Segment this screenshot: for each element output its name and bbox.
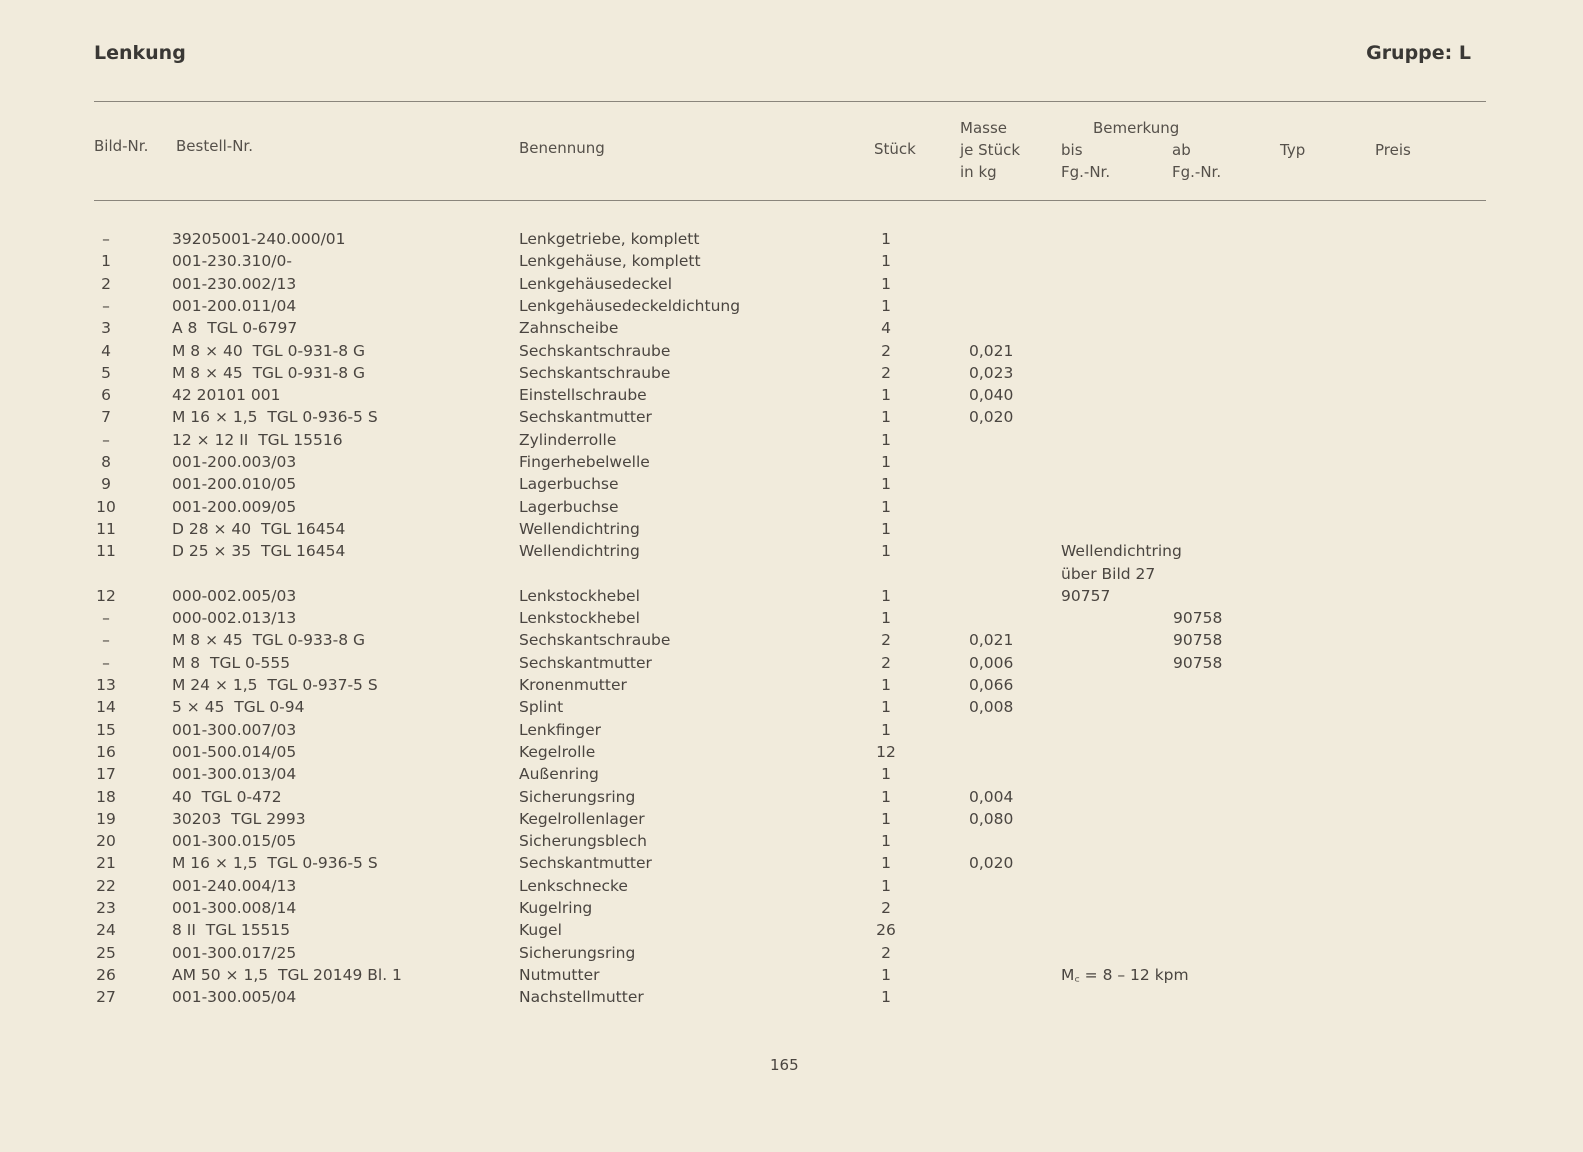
row-masse: 0,008 <box>969 698 1014 717</box>
page-title: Lenkung <box>94 42 186 64</box>
table-row <box>0 250 1583 272</box>
row-bild-nr: – <box>102 230 110 248</box>
row-benennung: Kugelring <box>519 899 593 917</box>
row-bestell-nr: M 8 × 45 TGL 0-931-8 G <box>172 363 366 382</box>
row-bild-nr: 5 <box>101 363 111 382</box>
table-row <box>0 964 1583 986</box>
row-stueck: 1 <box>881 988 891 1007</box>
row-masse: 0,080 <box>969 809 1014 828</box>
row-benennung: Lenkstockhebel <box>519 586 640 605</box>
row-bild-nr: 17 <box>96 765 116 784</box>
row-benennung: Splint <box>519 698 564 717</box>
row-stueck: 1 <box>881 609 891 628</box>
row-masse: 0,021 <box>969 631 1014 650</box>
col-bemerkung-header: Bemerkung <box>1093 119 1180 137</box>
row-stueck: 1 <box>881 832 891 851</box>
row-masse: 0,020 <box>969 408 1014 427</box>
row-benennung: Lenkgehäusedeckel <box>519 274 672 293</box>
row-bestell-nr: M 8 × 40 TGL 0-931-8 G <box>172 341 366 360</box>
table-row <box>0 406 1583 428</box>
row-bild-nr: 23 <box>96 899 116 917</box>
row-bild-nr: 3 <box>101 319 111 338</box>
row-stueck: 1 <box>881 453 891 471</box>
row-benennung: Sechskantmutter <box>519 854 652 873</box>
row-bild-nr: 9 <box>101 475 111 494</box>
table-row <box>0 919 1583 941</box>
row-bemerkung-bis: über Bild 27 <box>1061 564 1156 583</box>
table-row <box>0 875 1583 897</box>
table-row <box>0 228 1583 250</box>
table-row <box>0 273 1583 295</box>
row-bestell-nr: 40 TGL 0-472 <box>172 787 282 806</box>
col-masse-header-3: in kg <box>960 163 997 181</box>
row-bemerkung-ab: 90758 <box>1173 631 1223 650</box>
row-masse: 0,066 <box>969 676 1014 694</box>
row-bestell-nr: 001-200.011/04 <box>172 296 297 315</box>
row-masse: 0,040 <box>969 386 1014 405</box>
row-bestell-nr: 12 × 12 II TGL 15516 <box>172 430 343 449</box>
table-row <box>0 942 1583 964</box>
row-stueck: 1 <box>881 698 891 717</box>
row-benennung: Zylinderrolle <box>519 430 617 449</box>
row-bestell-nr: 001-500.014/05 <box>172 742 297 761</box>
row-bild-nr: 22 <box>96 876 116 895</box>
group-label: Gruppe: L <box>1366 42 1471 64</box>
row-stueck: 2 <box>881 631 891 650</box>
row-stueck: 1 <box>881 475 891 494</box>
row-bild-nr: 20 <box>96 832 116 851</box>
row-stueck: 12 <box>876 742 896 761</box>
row-masse: 0,004 <box>969 787 1014 806</box>
row-benennung: Sechskantmutter <box>519 653 652 672</box>
table-row <box>0 451 1583 473</box>
table-row <box>0 518 1583 540</box>
row-benennung: Fingerhebelwelle <box>519 453 650 471</box>
page-number: 165 <box>770 1056 799 1074</box>
col-stueck-header: Stück <box>874 140 916 158</box>
row-stueck: 1 <box>881 519 891 538</box>
table-row <box>0 897 1583 919</box>
row-bestell-nr: 001-200.003/03 <box>172 453 297 471</box>
row-bild-nr: 4 <box>101 341 111 360</box>
row-masse: 0,020 <box>969 854 1014 873</box>
row-benennung: Wellendichtring <box>519 542 640 561</box>
row-benennung: Sechskantmutter <box>519 408 652 427</box>
row-bestell-nr: AM 50 × 1,5 TGL 20149 Bl. 1 <box>172 965 402 984</box>
row-benennung: Sicherungsring <box>519 787 636 806</box>
row-bild-nr: 12 <box>96 586 116 605</box>
table-row <box>0 563 1583 585</box>
row-benennung: Sicherungsring <box>519 943 636 962</box>
table-row <box>0 786 1583 808</box>
row-bestell-nr: M 16 × 1,5 TGL 0-936-5 S <box>172 408 378 427</box>
row-stueck: 1 <box>881 965 891 984</box>
row-bestell-nr: M 16 × 1,5 TGL 0-936-5 S <box>172 854 378 873</box>
row-stueck: 1 <box>881 765 891 784</box>
table-row <box>0 652 1583 674</box>
row-stueck: 26 <box>876 921 896 940</box>
row-masse: 0,021 <box>969 341 1014 360</box>
table-row <box>0 808 1583 830</box>
table-row <box>0 340 1583 362</box>
row-bild-nr: 25 <box>96 943 116 962</box>
row-bild-nr: 11 <box>96 519 116 538</box>
row-bild-nr: 2 <box>101 274 111 293</box>
table-row <box>0 384 1583 406</box>
table-row <box>0 741 1583 763</box>
col-benennung-header: Benennung <box>519 139 605 157</box>
row-masse: 0,023 <box>969 363 1014 382</box>
row-benennung: Außenring <box>519 765 599 784</box>
table-row <box>0 473 1583 495</box>
row-bild-nr: 11 <box>96 542 116 561</box>
row-benennung: Wellendichtring <box>519 519 640 538</box>
row-benennung: Zahnscheibe <box>519 319 619 338</box>
row-bestell-nr: 5 × 45 TGL 0-94 <box>172 698 305 717</box>
row-bild-nr: 16 <box>96 742 116 761</box>
row-bemerkung-bis: 90757 <box>1061 586 1111 605</box>
row-bestell-nr: 001-300.013/04 <box>172 765 297 784</box>
row-bemerkung-bis: Wellendichtring <box>1061 542 1182 561</box>
row-bild-nr: 13 <box>96 676 116 694</box>
row-bemerkung-ab: 90758 <box>1173 653 1223 672</box>
row-stueck: 1 <box>881 386 891 405</box>
col-masse-header-2: je Stück <box>960 141 1021 159</box>
row-bild-nr: – <box>102 609 110 628</box>
row-bestell-nr: 001-300.008/14 <box>172 899 297 917</box>
row-bestell-nr: D 25 × 35 TGL 16454 <box>172 542 346 561</box>
col-bild-header: Bild-Nr. <box>94 137 149 155</box>
col-typ-header: Typ <box>1280 141 1306 159</box>
table-row <box>0 540 1583 562</box>
table-row <box>0 362 1583 384</box>
header-rule-bottom <box>94 200 1486 201</box>
row-benennung: Lagerbuchse <box>519 497 619 516</box>
table-row <box>0 629 1583 651</box>
row-benennung: Kegelrollenlager <box>519 809 645 828</box>
row-stueck: 4 <box>881 319 891 338</box>
row-stueck: 2 <box>881 943 891 962</box>
row-benennung: Sechskantschraube <box>519 631 671 650</box>
table-row <box>0 719 1583 741</box>
table-row <box>0 317 1583 339</box>
header-rule-top <box>94 101 1486 102</box>
row-stueck: 1 <box>881 787 891 806</box>
row-stueck: 1 <box>881 854 891 873</box>
row-benennung: Kronenmutter <box>519 676 627 694</box>
row-stueck: 2 <box>881 363 891 382</box>
row-bemerkung-bis: M꜀ = 8 – 12 kpm <box>1061 965 1189 984</box>
row-stueck: 1 <box>881 230 891 248</box>
row-bild-nr: 8 <box>101 453 111 471</box>
row-bild-nr: – <box>102 653 110 672</box>
row-bild-nr: – <box>102 296 110 315</box>
row-stueck: 1 <box>881 296 891 315</box>
table-row <box>0 852 1583 874</box>
col-bis-nr-header: Fg.-Nr. <box>1061 163 1111 181</box>
row-bild-nr: 14 <box>96 698 116 717</box>
col-bestell-header: Bestell-Nr. <box>176 137 253 155</box>
row-benennung: Lenkschnecke <box>519 876 628 895</box>
row-bild-nr: – <box>102 430 110 449</box>
row-bestell-nr: 001-300.017/25 <box>172 943 297 962</box>
row-bemerkung-ab: 90758 <box>1173 609 1223 628</box>
row-bestell-nr: 001-200.010/05 <box>172 475 297 494</box>
row-stueck: 1 <box>881 408 891 427</box>
row-benennung: Kegelrolle <box>519 742 596 761</box>
row-benennung: Lenkstockhebel <box>519 609 640 628</box>
table-row <box>0 607 1583 629</box>
row-stueck: 1 <box>881 497 891 516</box>
table-row <box>0 429 1583 451</box>
row-bestell-nr: 001-240.004/13 <box>172 876 297 895</box>
row-stueck: 1 <box>881 876 891 895</box>
row-bild-nr: 15 <box>96 720 116 739</box>
col-bis-header: bis <box>1061 141 1083 159</box>
table-row <box>0 496 1583 518</box>
row-bestell-nr: 000-002.013/13 <box>172 609 297 628</box>
row-benennung: Lenkfinger <box>519 720 602 739</box>
col-ab-nr-header: Fg.-Nr. <box>1172 163 1222 181</box>
row-masse: 0,006 <box>969 653 1014 672</box>
row-bestell-nr: M 8 TGL 0-555 <box>172 653 291 672</box>
row-bild-nr: 18 <box>96 787 116 806</box>
row-stueck: 1 <box>881 430 891 449</box>
row-stueck: 1 <box>881 586 891 605</box>
row-benennung: Sechskantschraube <box>519 363 671 382</box>
col-ab-header: ab <box>1172 141 1191 159</box>
row-bestell-nr: 001-230.310/0- <box>172 252 292 271</box>
table-row <box>0 763 1583 785</box>
row-benennung: Nachstellmutter <box>519 988 644 1007</box>
row-benennung: Nutmutter <box>519 965 600 984</box>
row-bestell-nr: 001-200.009/05 <box>172 497 297 516</box>
row-stueck: 1 <box>881 252 891 271</box>
row-bestell-nr: 001-230.002/13 <box>172 274 297 293</box>
row-stueck: 1 <box>881 809 891 828</box>
row-bestell-nr: 30203 TGL 2993 <box>172 809 306 828</box>
row-benennung: Lenkgehäusedeckeldichtung <box>519 296 741 315</box>
row-bild-nr: 27 <box>96 988 116 1007</box>
table-row <box>0 674 1583 696</box>
row-benennung: Sicherungsblech <box>519 832 647 851</box>
col-masse-header-1: Masse <box>960 119 1007 137</box>
row-stueck: 1 <box>881 720 891 739</box>
row-benennung: Lenkgehäuse, komplett <box>519 252 701 271</box>
row-benennung: Lagerbuchse <box>519 475 619 494</box>
row-bestell-nr: 8 II TGL 15515 <box>172 921 291 940</box>
row-benennung: Kugel <box>519 921 562 940</box>
row-stueck: 2 <box>881 341 891 360</box>
row-bild-nr: – <box>102 631 110 650</box>
row-benennung: Lenkgetriebe, komplett <box>519 230 700 248</box>
table-row <box>0 585 1583 607</box>
row-bild-nr: 1 <box>101 252 111 271</box>
table-row <box>0 696 1583 718</box>
col-preis-header: Preis <box>1375 141 1411 159</box>
row-stueck: 2 <box>881 899 891 917</box>
row-bestell-nr: D 28 × 40 TGL 16454 <box>172 519 346 538</box>
row-bestell-nr: 000-002.005/03 <box>172 586 297 605</box>
row-bestell-nr: 001-300.015/05 <box>172 832 297 851</box>
row-bild-nr: 26 <box>96 965 116 984</box>
row-bestell-nr: 001-300.005/04 <box>172 988 297 1007</box>
row-bestell-nr: 42 20101 001 <box>172 386 281 405</box>
row-bestell-nr: M 8 × 45 TGL 0-933-8 G <box>172 631 366 650</box>
row-bild-nr: 21 <box>96 854 116 873</box>
row-bild-nr: 7 <box>101 408 111 427</box>
row-stueck: 1 <box>881 676 891 694</box>
row-bestell-nr: 001-300.007/03 <box>172 720 297 739</box>
row-stueck: 1 <box>881 542 891 561</box>
table-row <box>0 830 1583 852</box>
row-bild-nr: 19 <box>96 809 116 828</box>
table-row <box>0 295 1583 317</box>
row-bild-nr: 24 <box>96 921 116 940</box>
row-stueck: 2 <box>881 653 891 672</box>
row-bild-nr: 10 <box>96 497 116 516</box>
table-row <box>0 986 1583 1008</box>
row-bestell-nr: M 24 × 1,5 TGL 0-937-5 S <box>172 676 378 694</box>
row-bestell-nr: 39205001-240.000/01 <box>172 230 346 248</box>
row-benennung: Einstellschraube <box>519 386 647 405</box>
row-bestell-nr: A 8 TGL 0-6797 <box>172 319 298 338</box>
row-bild-nr: 6 <box>101 386 111 405</box>
row-benennung: Sechskantschraube <box>519 341 671 360</box>
row-stueck: 1 <box>881 274 891 293</box>
